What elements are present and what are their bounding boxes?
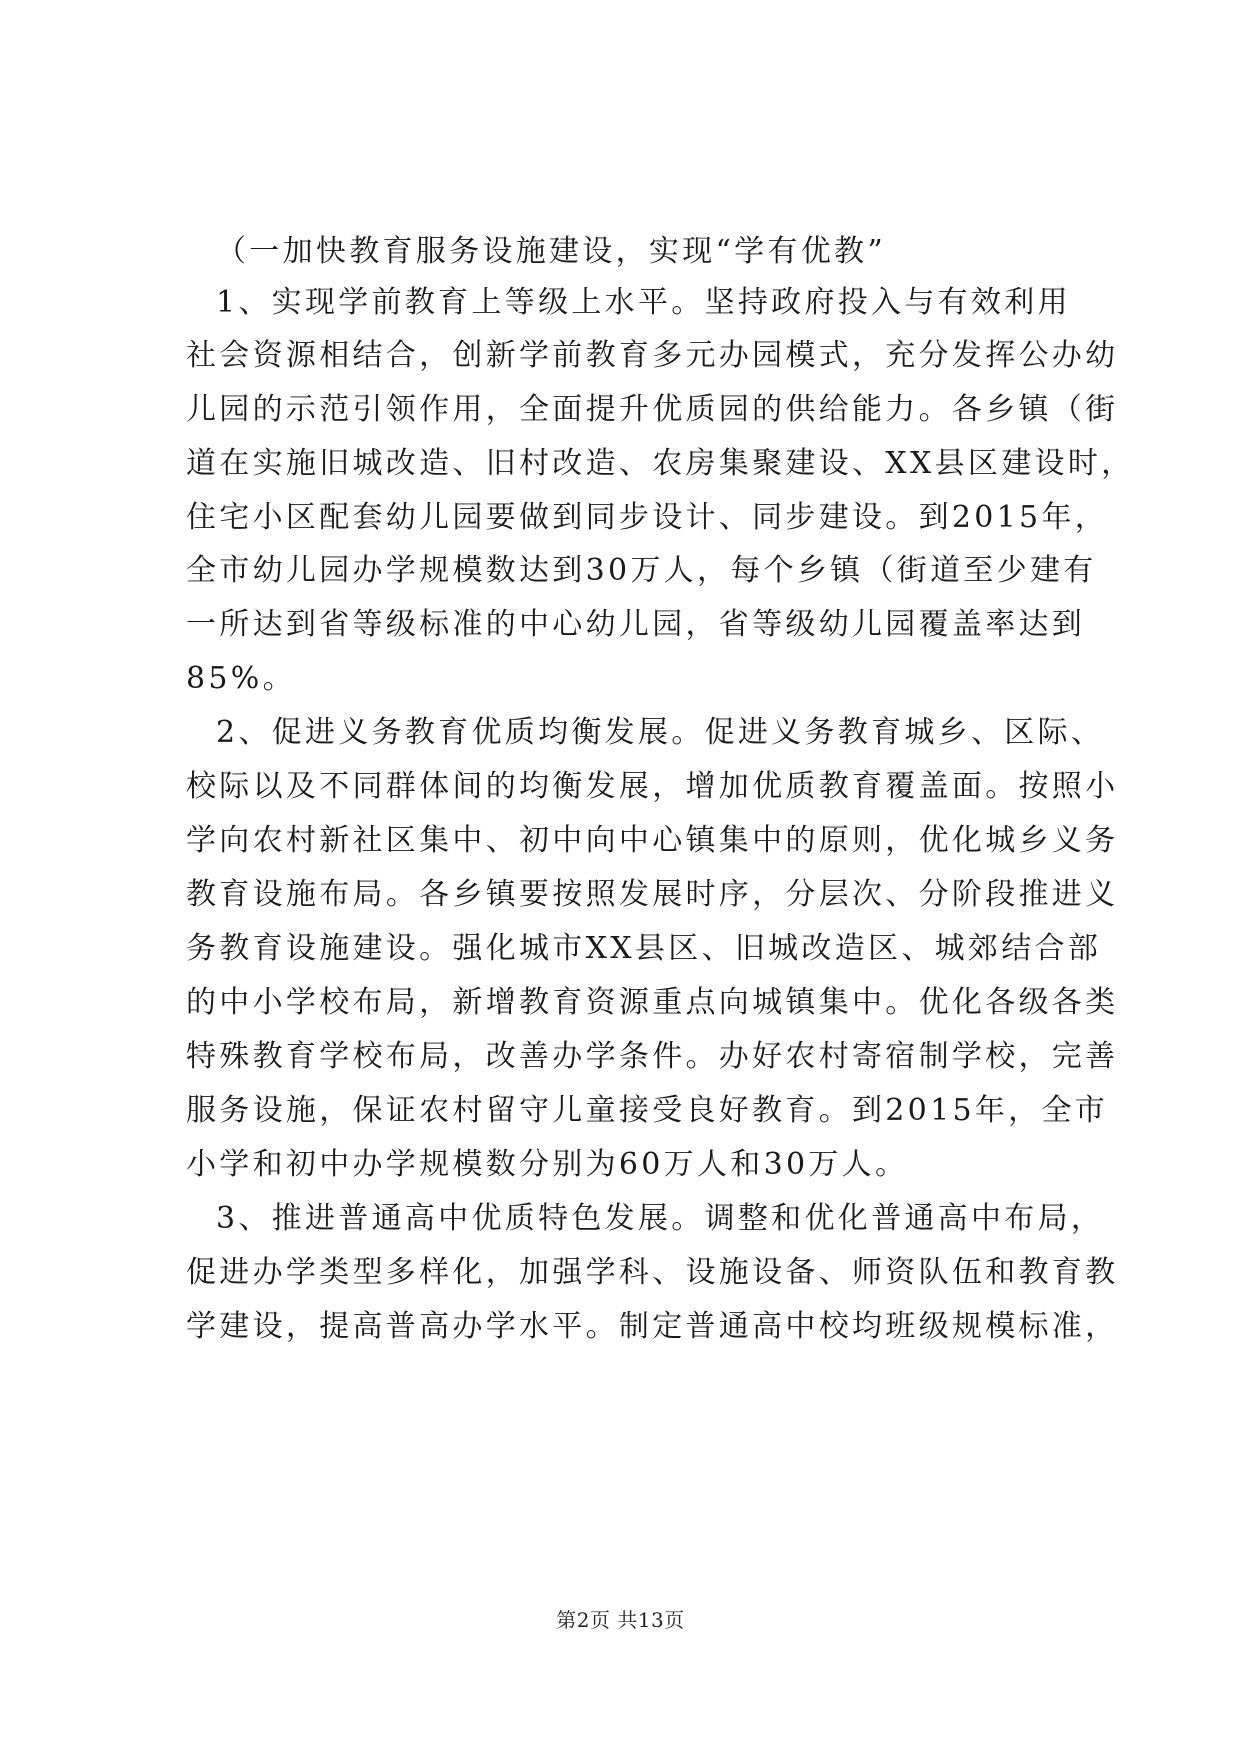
paragraph-2-line-2: 校际以及不同群体间的均衡发展，增加优质教育覆盖面。按照小 [186, 769, 1119, 804]
paragraph-1-line-1: 1、实现学前教育上等级上水平。坚持政府投入与有效利用 [216, 285, 1071, 320]
paragraph-2-line-8: 服务设施，保证农村留守儿童接受良好教育。到2015年，全市 [186, 1093, 1109, 1128]
paragraph-1-line-2: 社会资源相结合，创新学前教育多元办园模式，充分发挥公办幼 [186, 338, 1119, 373]
paragraph-2-line-7: 特殊教育学校布局，改善办学条件。办好农村寄宿制学校，完善 [186, 1039, 1119, 1074]
page-number-footer: 第2页 共13页 [556, 1608, 685, 1632]
paragraph-3-line-2: 促进办学类型多样化，加强学科、设施设备、师资队伍和教育教 [186, 1255, 1119, 1290]
paragraph-1-line-5: 住宅小区配套幼儿园要做到同步设计、同步建设。到2015年， [186, 500, 1109, 535]
paragraph-2-line-4: 教育设施布局。各乡镇要按照发展时序，分层次、分阶段推进义 [186, 877, 1119, 912]
section-heading: （一加快教育服务设施建设，实现“学有优教” [216, 234, 886, 269]
paragraph-1-line-8: 85%。 [186, 661, 296, 696]
paragraph-3-line-1: 3、推进普通高中优质特色发展。调整和优化普通高中布局， [216, 1201, 1105, 1236]
paragraph-2-line-9: 小学和初中办学规模数分别为60万人和30万人。 [186, 1147, 909, 1182]
paragraph-1-line-3: 儿园的示范引领作用，全面提升优质园的供给能力。各乡镇（街 [186, 392, 1119, 427]
paragraph-1-line-6: 全市幼儿园办学规模数达到30万人，每个乡镇（街道至少建有 [186, 553, 1097, 588]
paragraph-1-line-4: 道在实施旧城改造、旧村改造、农房集聚建设、XX县区建设时， [186, 446, 1135, 481]
paragraph-2-line-6: 的中小学校布局，新增教育资源重点向城镇集中。优化各级各类 [186, 985, 1119, 1020]
paragraph-3-line-3: 学建设，提高普高办学水平。制定普通高中校均班级规模标准， [186, 1309, 1119, 1344]
paragraph-1-line-7: 一所达到省等级标准的中心幼儿园，省等级幼儿园覆盖率达到 [186, 607, 1086, 642]
paragraph-2-line-5: 务教育设施建设。强化城市XX县区、旧城改造区、城郊结合部 [186, 931, 1102, 966]
paragraph-2-line-1: 2、促进义务教育优质均衡发展。促进义务教育城乡、区际、 [216, 715, 1105, 750]
paragraph-2-line-3: 学向农村新社区集中、初中向中心镇集中的原则，优化城乡义务 [186, 823, 1119, 858]
